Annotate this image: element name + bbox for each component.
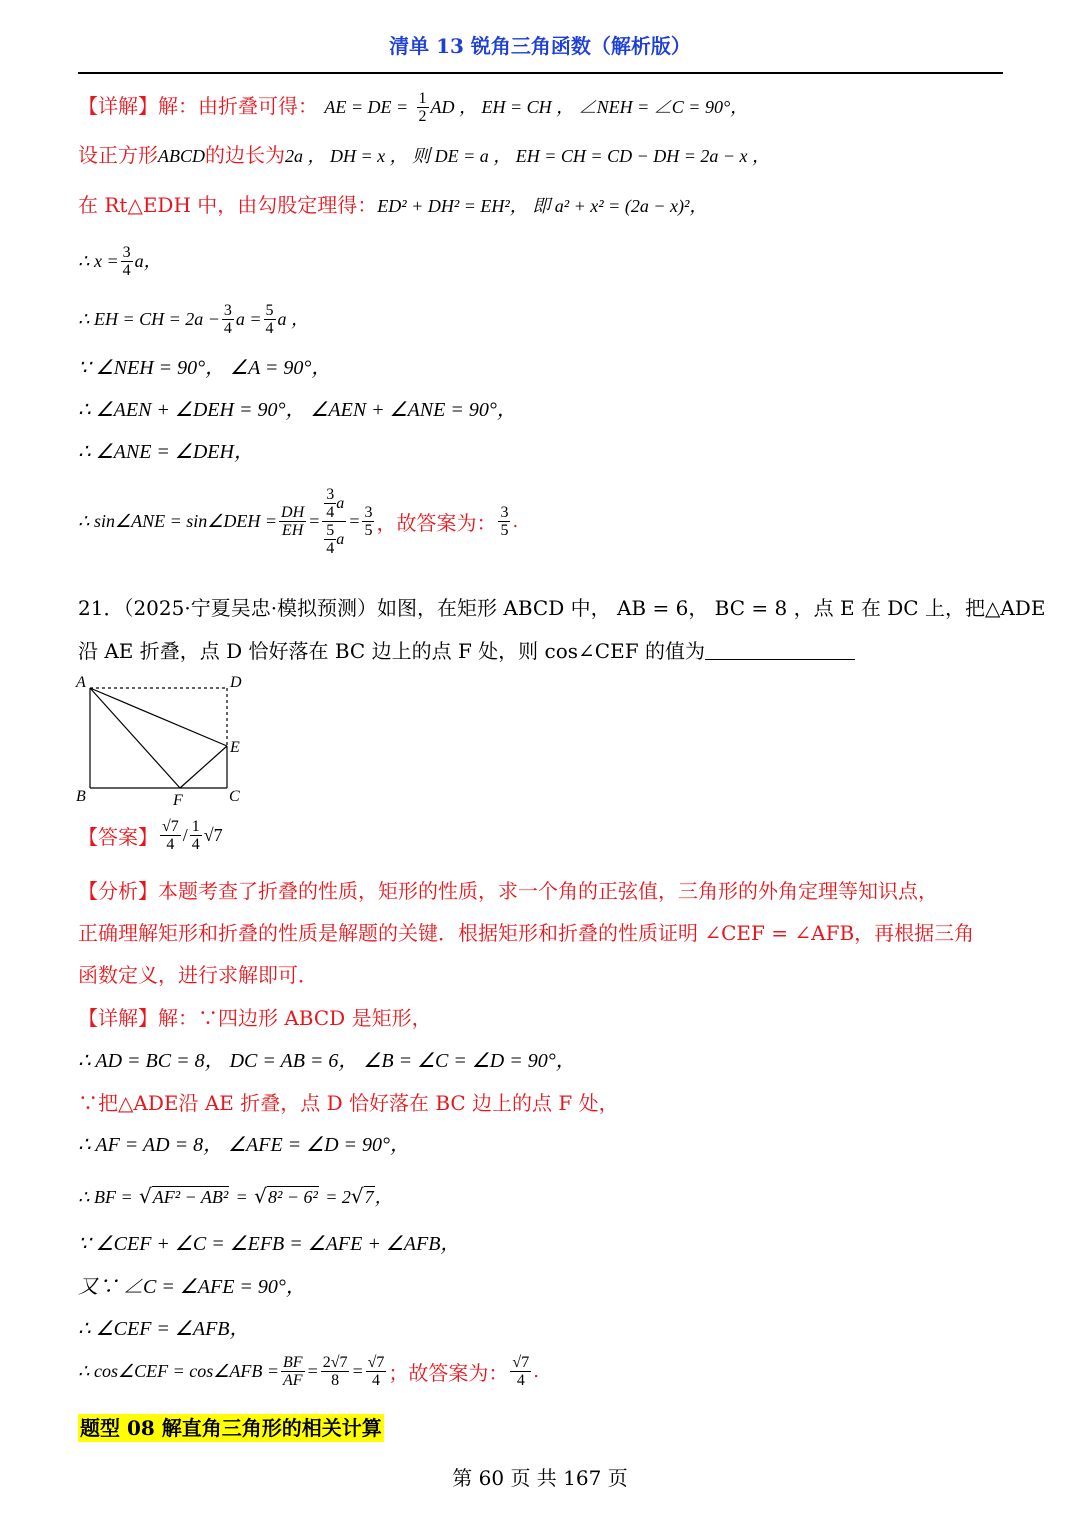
s2-line-4: ∴ AF = AD = 8， ∠AFE = ∠D = 90°， [78, 1134, 411, 1156]
q21-line-2: 沿 AE 折叠，点 D 恰好落在 BC 边上的点 F 处，则 cos∠CEF 的值为 [78, 637, 855, 665]
fraction: $\frac{3}{4}$ [122, 244, 131, 279]
answer-line: 【答案】 $\frac{√7}{4}$ / $\frac{1}{4}$ √7 [78, 818, 223, 853]
answer-blank [705, 641, 855, 660]
edge-AE [90, 688, 227, 746]
fraction: $\frac{BF}{AF}$ [283, 1354, 303, 1389]
q21-line-1: 21．（2025·宁夏吴忠·模拟预测）如图，在矩形 ABCD 中， AB = 6， BC = 8 ，点 E 在 DC 上，把△ADE [78, 596, 1046, 620]
fraction: $\frac{√7}{4}$ [367, 1354, 385, 1389]
s1-line-2: 设正方形ABCD的边长为2a ， DH = x ， 则 DE = a ， EH = CH = CD − DH = 2a − x ， [78, 143, 770, 167]
s1-line-3: 在 Rt△EDH 中，由勾股定理得：ED² + DH² = EH²， 即 a² + x² = (2a − x)²， [78, 193, 708, 217]
s2-line-5: ∴ BF = √AF² − AB² = √8² − 6² = 2√7， [78, 1184, 393, 1208]
answer-tag: 【答案】 [78, 825, 158, 849]
complex-fraction: $\frac{3}{4}$ a $\frac{5}{4}$ a [322, 486, 346, 557]
s1-l1-text: 解：由折叠可得： [158, 94, 318, 118]
section-title-text: 题型 08 解直角三角形的相关计算 [80, 1416, 382, 1440]
section-title [78, 1412, 384, 1441]
fraction: $\frac{1}{2}$ [418, 90, 427, 125]
s1-l1-math-b: AD ， EH = CH ， ∠NEH = ∠C = 90°， [430, 97, 749, 117]
fraction: $\frac{√7}{4}$ [512, 1354, 530, 1389]
label-D: D [230, 674, 242, 691]
s2-line-3: ∵把△ADE沿 AE 折叠，点 D 恰好落在 BC 边上的点 F 处， [78, 1091, 619, 1115]
s2-line-9: ∴ cos∠CEF = cos∠AFB = $\frac{BF}{AF}$ = $\frac{2√7}{8}$ = $\frac{√7}{4}$ ；故答案为： $\frac{√7}{4}$ . [78, 1354, 539, 1389]
detail-tag: 【详解】 [78, 1006, 158, 1030]
s1-line-1 [78, 90, 748, 125]
label-A: A [76, 674, 86, 691]
detail-tag: 【详解】 [78, 94, 158, 118]
analysis-line-2: 正确理解矩形和折叠的性质是解题的关键．根据矩形和折叠的性质证明 ∠CEF = ∠AFB，再根据三角 [78, 921, 975, 945]
s1-line-8: ∴ ∠ANE = ∠DEH， [78, 441, 254, 463]
fraction: $\frac{3}{5}$ [500, 504, 509, 539]
s2-line-2: ∴ AD = BC = 8， DC = AB = 6， ∠B = ∠C = ∠D = 90°， [78, 1050, 576, 1072]
s1-line-7: ∴ ∠AEN + ∠DEH = 90°， ∠AEN + ∠ANE = 90°， [78, 399, 517, 421]
rectangle-fold-figure [70, 670, 250, 815]
header-divider [78, 72, 1003, 74]
analysis-line-1: 【分析】本题考查了折叠的性质，矩形的性质，求一个角的正弦值，三角形的外角定理等知识点， [78, 879, 938, 903]
fraction: $\frac{2√7}{8}$ [322, 1354, 348, 1389]
s2-line-8: ∴ ∠CEF = ∠AFB， [78, 1318, 250, 1340]
page-header-title: 清单 13 锐角三角函数（解析版） [389, 34, 691, 58]
fraction: $\frac{DH}{EH}$ [281, 504, 305, 539]
s1-l1-math: AE = DE = [324, 97, 409, 117]
fraction: $\frac{3}{5}$ [364, 504, 373, 539]
s2-line-7: 又∵ ∠C = ∠AFE = 90°， [78, 1276, 306, 1298]
label-C: C [229, 788, 240, 805]
s1-line-5: ∴ EH = CH = 2a − $\frac{3}{4}$ a = $\frac{5}{4}$ a ， [78, 302, 310, 337]
page-number: 第 60 页 共 167 页 [452, 1466, 628, 1490]
label-F: F [173, 792, 183, 809]
analysis-tag: 【分析】 [78, 879, 158, 903]
fraction: $\frac{5}{4}$ [265, 302, 274, 337]
fraction: $\frac{√7}{4}$ [162, 818, 179, 853]
s2-line-6: ∵ ∠CEF + ∠C = ∠EFB = ∠AFE + ∠AFB， [78, 1233, 461, 1255]
fraction: $\frac{1}{4}$ [191, 818, 200, 853]
edge-AF [90, 688, 180, 788]
label-B: B [76, 788, 86, 805]
s1-line-6: ∵ ∠NEH = 90°， ∠A = 90°， [78, 357, 332, 379]
label-E: E [230, 739, 240, 756]
s1-line-4: ∴ x = $\frac{3}{4}$ a， [78, 244, 162, 279]
edge-FE [180, 746, 227, 788]
fraction: $\frac{3}{4}$ [223, 302, 232, 337]
s1-line-9: ∴ sin∠ANE = sin∠DEH = $\frac{DH}{EH}$ = $\frac{3}{4}$ a $\frac{5}{4}$ a = $\frac{3}{5}$ ，故答案为： $\frac{3}{5}$ . [78, 486, 519, 557]
s2-line-1: 【详解】解：∵四边形 ABCD 是矩形， [78, 1006, 432, 1030]
analysis-line-3: 函数定义，进行求解即可． [78, 963, 318, 987]
